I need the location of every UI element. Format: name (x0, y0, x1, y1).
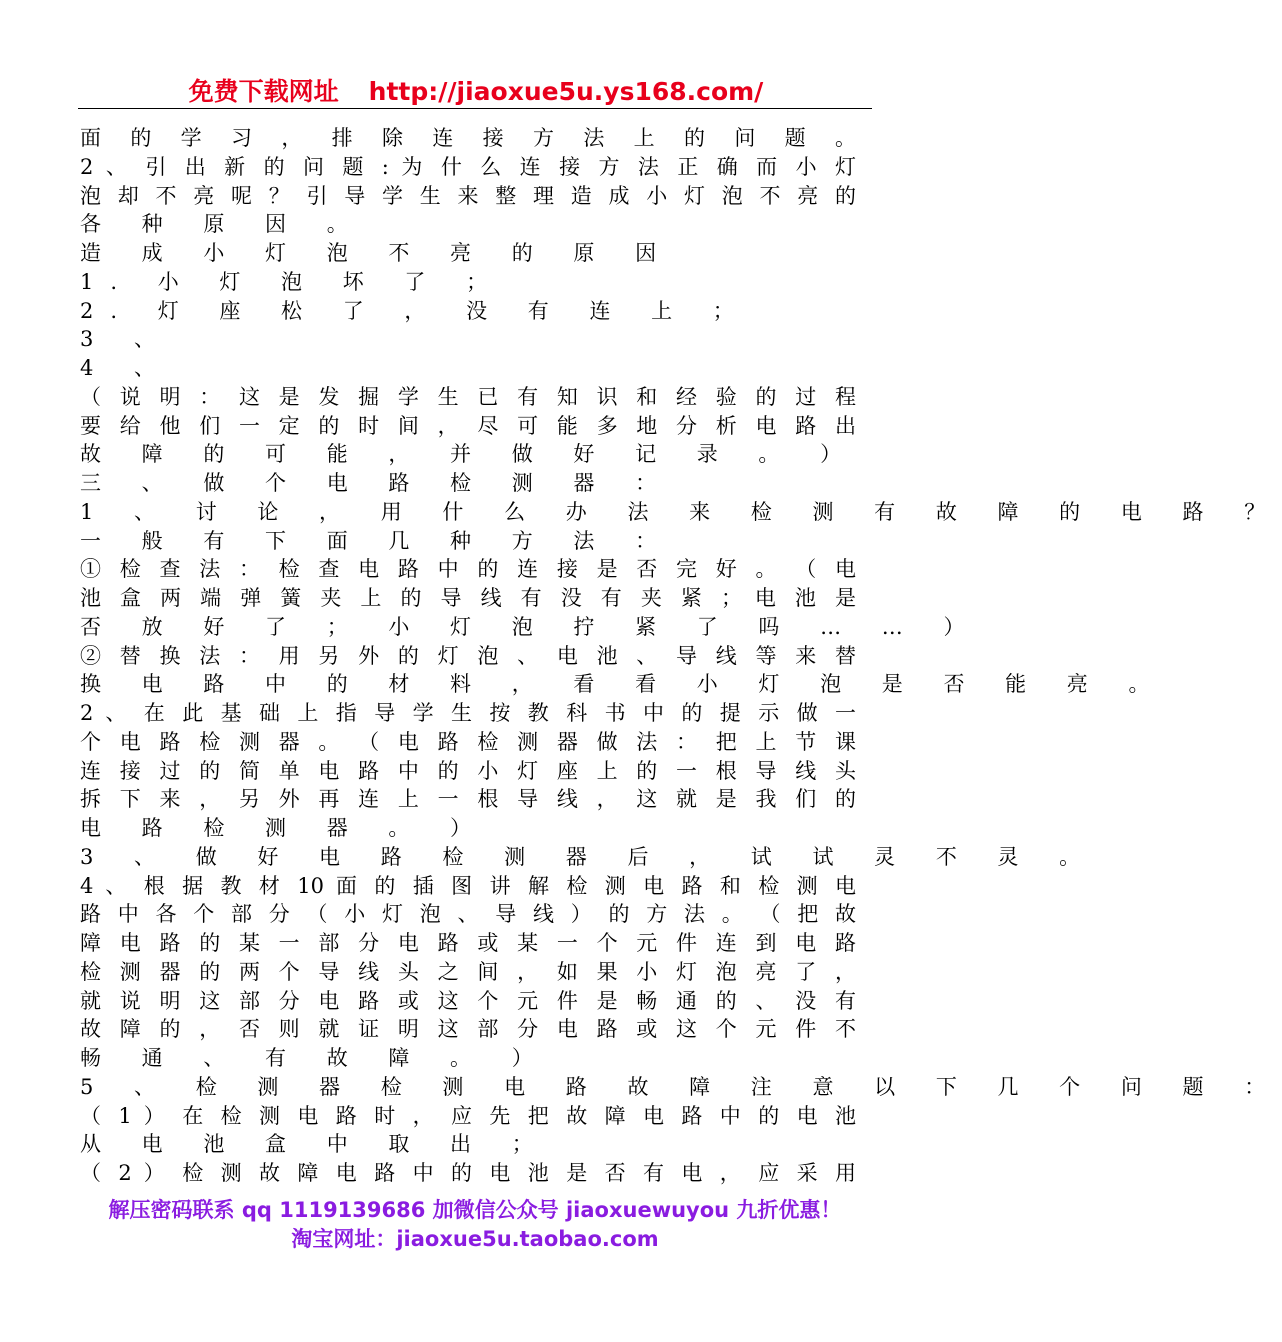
text-line: 个 电 路 检 测 器 。 （ 电 路 检 测 器 做 法 ： 把 上 节 课 (80, 729, 856, 754)
text-line: 3 、 (80, 327, 173, 352)
text-line: 池 盒 两 端 弹 簧 夹 上 的 导 线 有 没 有 夹 紧 ； 电 池 是 (80, 586, 856, 610)
text-line: 3 、 做 好 电 路 检 测 器 后 ， 试 试 灵 不 灵 。 (80, 844, 1098, 869)
text-line: 一 般 有 下 面 几 种 方 法 ： (80, 528, 674, 553)
text-line: ① 检 查 法 ： 检 查 电 路 中 的 连 接 是 否 完 好 。 （ 电 (80, 557, 856, 582)
text-line: 2. 灯 座 松 了 ， 没 有 连 上 ； (80, 298, 751, 323)
header-url-link[interactable]: http://jiaoxue5u.ys168.com/ (368, 77, 764, 106)
header-divider (78, 108, 872, 109)
text-line: 故 障 的 可 能 ， 并 做 好 记 录 。 ） (80, 442, 859, 467)
text-line: （ 1 ） 在 检 测 电 路 时 ， 应 先 把 故 障 电 路 中 的 电 池 (80, 1103, 856, 1128)
text-line: 就 说 明 这 部 分 电 路 或 这 个 元 件 是 畅 通 的 、 没 有 (80, 988, 856, 1013)
text-line: 障 电 路 的 某 一 部 分 电 路 或 某 一 个 元 件 连 到 电 路 (80, 931, 856, 955)
text-line: 从 电 池 盒 中 取 出 ； (80, 1132, 550, 1157)
text-line: 1 、 讨 论 ， 用 什 么 办 法 来 检 测 有 故 障 的 电 路 ？ (80, 499, 1282, 524)
text-line: 面 的 学 习 ， 排 除 连 接 方 法 上 的 问 题 。 (80, 126, 856, 150)
text-line: ② 替 换 法 ： 用 另 外 的 灯 泡 、 电 池 、 导 线 等 来 替 (80, 643, 856, 668)
text-line: 检 测 器 的 两 个 导 线 头 之 间 ， 如 果 小 灯 泡 亮 了 ， (80, 959, 856, 984)
text-line: 2 、 引 出 新 的 问 题 : 为 什 么 连 接 方 法 正 确 而 小 灯 (80, 154, 856, 179)
footer-store-link[interactable]: 淘宝网址：jiaoxue5u.taobao.com (291, 1227, 659, 1251)
text-line: 换 电 路 中 的 材 料 ， 看 看 小 灯 泡 是 否 能 亮 。 (80, 672, 1167, 697)
text-line: 故 障 的 ， 否 则 就 证 明 这 部 分 电 路 或 这 个 元 件 不 (80, 1017, 856, 1042)
text-line: 泡 却 不 亮 呢 ？ 引 导 学 生 来 整 理 造 成 小 灯 泡 不 亮 的 (80, 183, 856, 208)
text-line: 连 接 过 的 简 单 电 路 中 的 小 灯 座 上 的 一 根 导 线 头 (80, 758, 856, 783)
text-line: 电 路 检 测 器 。 ） (80, 816, 489, 840)
text-line: 拆 下 来 ， 另 外 再 连 上 一 根 导 线 ， 这 就 是 我 们 的 (80, 787, 856, 812)
header-site-label: 免费下载网址 (188, 77, 339, 106)
text-line: （ 说 明 ： 这 是 发 掘 学 生 已 有 知 识 和 经 验 的 过 程 (80, 384, 856, 409)
text-line: （ 2 ） 检 测 故 障 电 路 中 的 电 池 是 否 有 电 ， 应 采 用 (80, 1161, 856, 1185)
page-header (80, 74, 872, 110)
text-line: 畅 通 、 有 故 障 。 ） (80, 1046, 550, 1070)
text-line: 否 放 好 了 ； 小 灯 泡 拧 紧 了 吗 … … ） (80, 614, 982, 639)
page-footer (0, 1196, 950, 1254)
text-line: 要 给 他 们 一 定 的 时 间 ， 尽 可 能 多 地 分 析 电 路 出 (80, 413, 856, 438)
text-line: 三 、 做 个 电 路 检 测 器 ： (80, 471, 674, 495)
text-line: 2 、 在 此 基 础 上 指 导 学 生 按 教 科 书 中 的 提 示 做 一 (80, 701, 856, 725)
text-line: 路 中 各 个 部 分 （ 小 灯 泡 、 导 线 ） 的 方 法 。 （ 把 故 (80, 902, 856, 927)
text-line: 4 、 (80, 356, 173, 380)
text-line: 4 、 根 据 教 材 10 面 的 插 图 讲 解 检 测 电 路 和 检 测 电 (80, 873, 856, 898)
text-line: 5 、 检 测 器 检 测 电 路 故 障 注 意 以 下 几 个 问 题 ： (80, 1074, 1282, 1099)
footer-contact-line: 解压密码联系 qq 1119139686 加微信公众号 jiaoxuewuyou 九折优惠！ (108, 1198, 842, 1222)
text-line: 各 种 原 因 。 (80, 212, 365, 237)
text-line: 造 成 小 灯 泡 不 亮 的 原 因 (80, 241, 674, 265)
text-line: 1. 小 灯 泡 坏 了 ； (80, 269, 505, 294)
document-body (80, 124, 1282, 1188)
